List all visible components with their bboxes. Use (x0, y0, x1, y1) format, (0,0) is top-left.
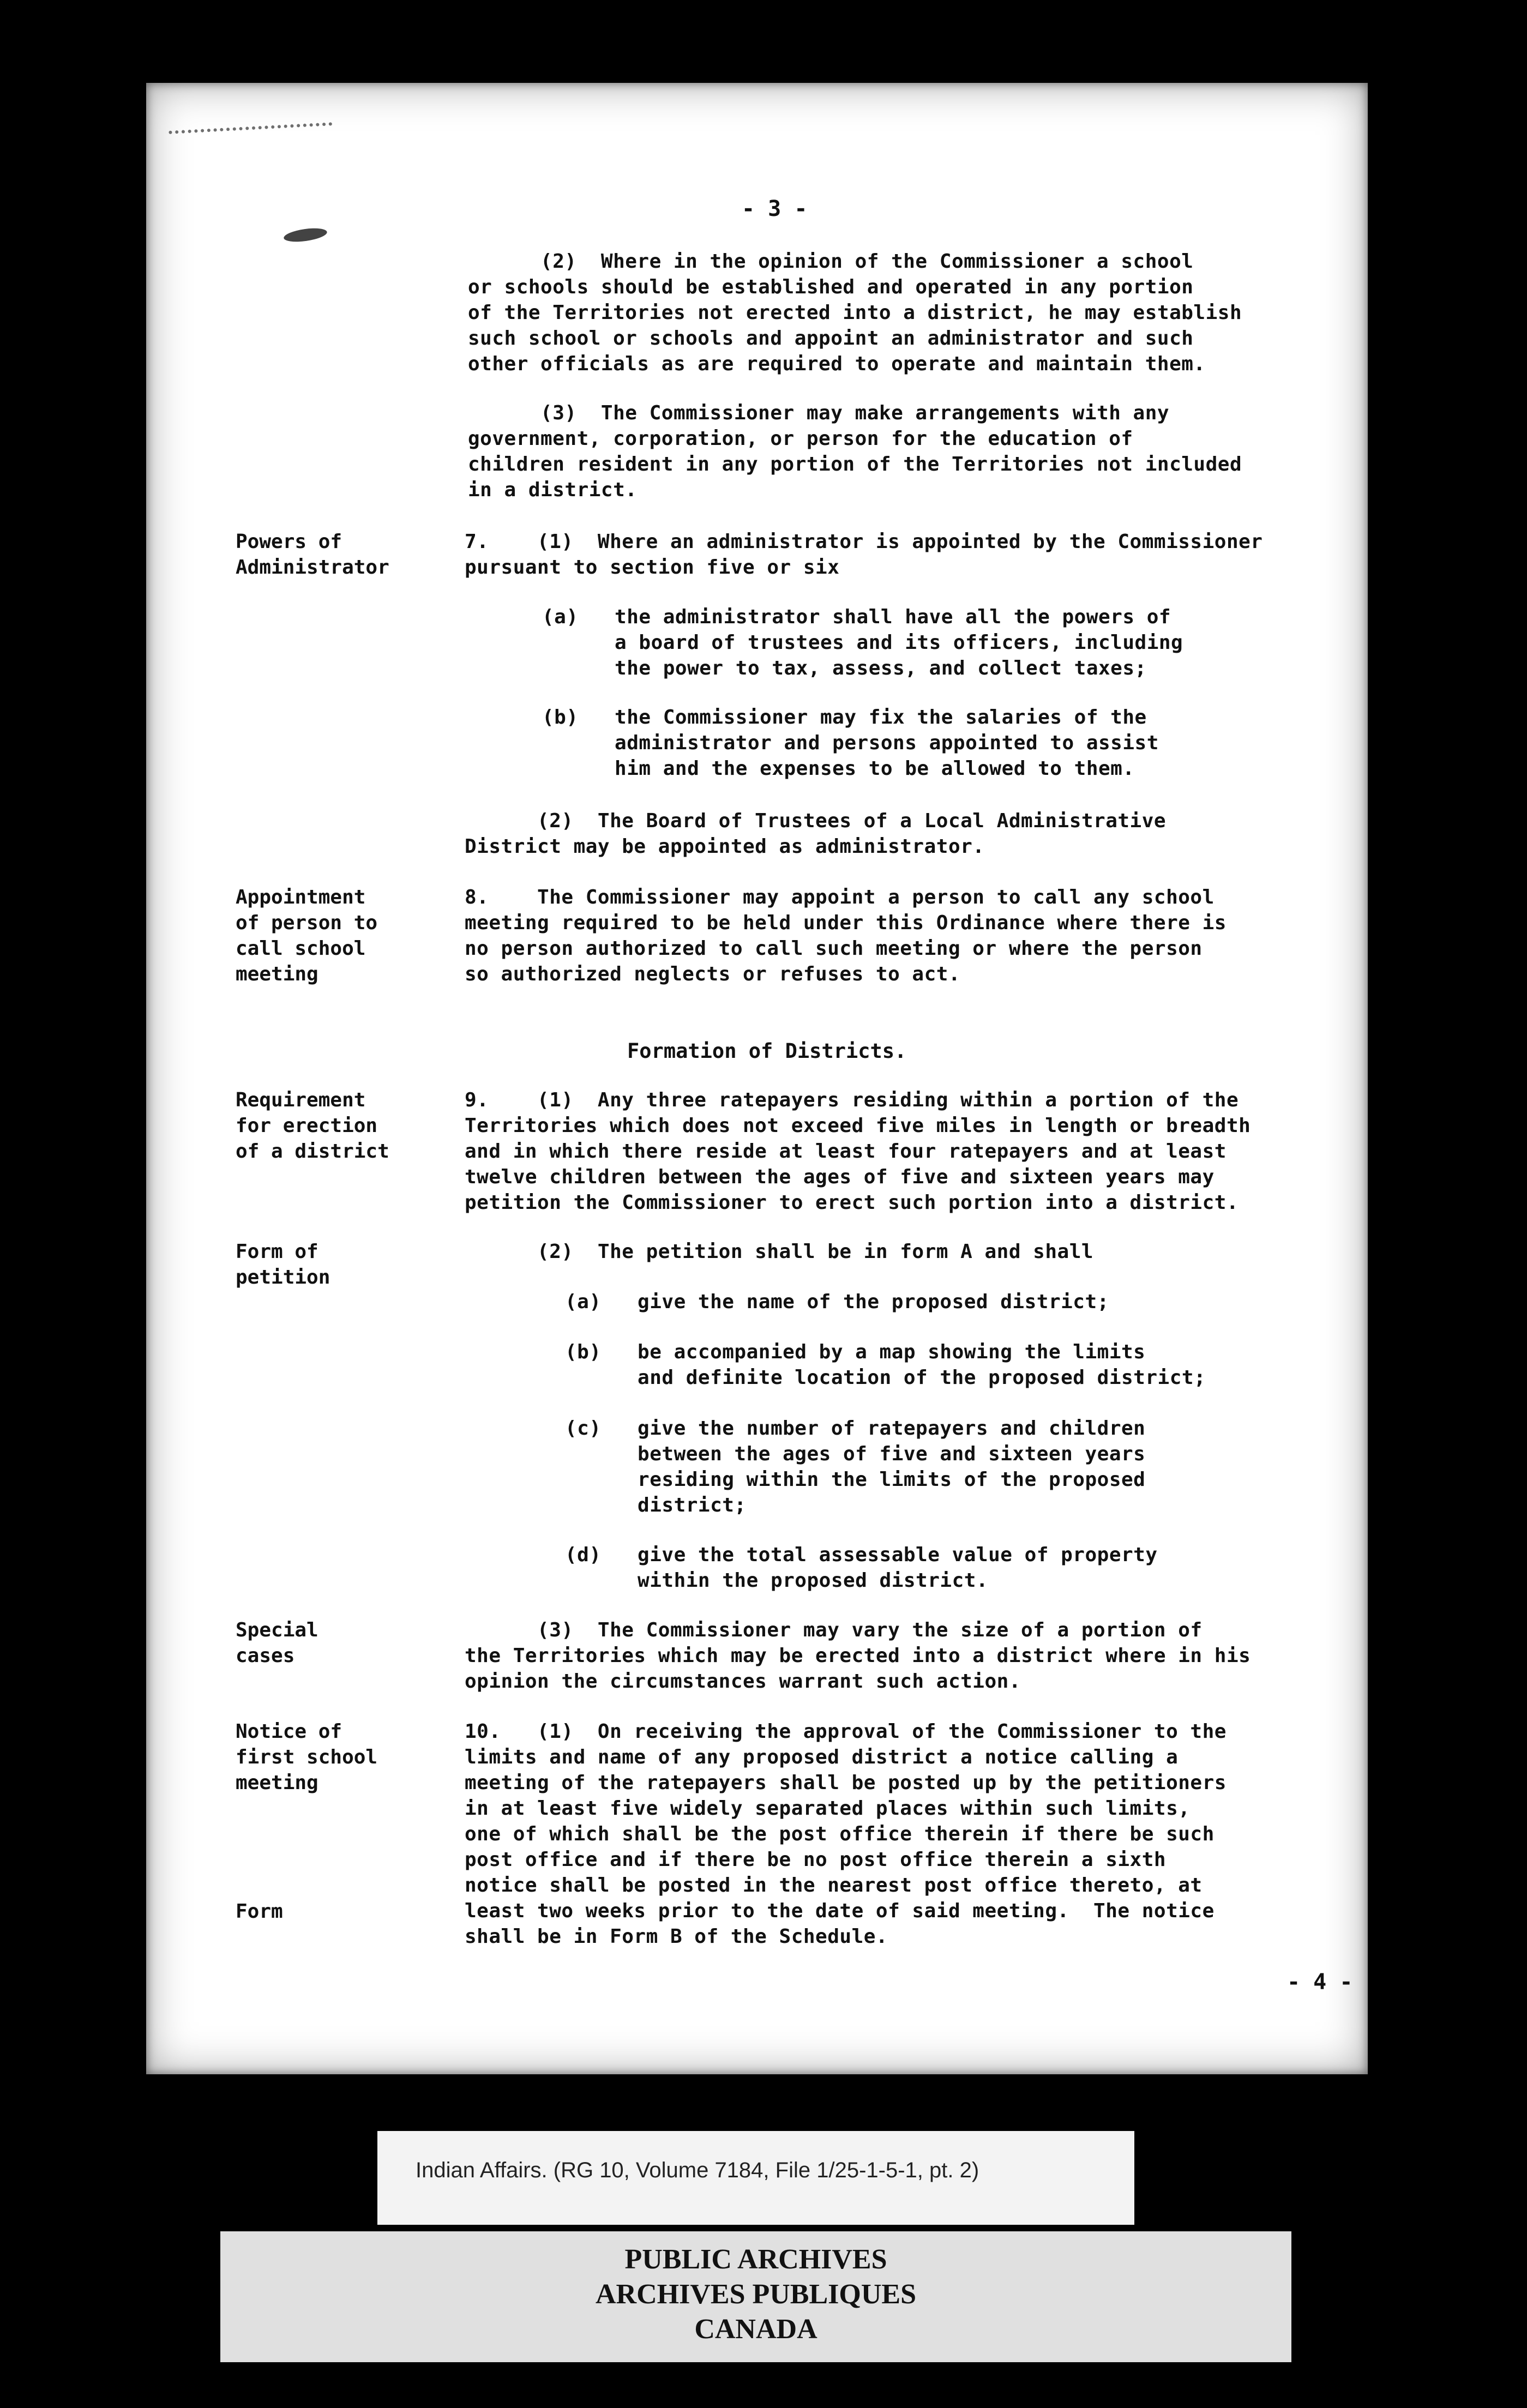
section-10-1 (465, 1719, 1227, 1949)
text-line: him and the expenses to be allowed to them. (542, 757, 1135, 780)
margin-note-special-cases (236, 1617, 318, 1669)
text-line: Form (236, 1900, 283, 1923)
margin-note-powers (236, 529, 389, 580)
text-line: Powers of (236, 531, 342, 553)
section-7-1 (465, 529, 1263, 580)
section-7-2 (465, 808, 1166, 859)
section-9-d (565, 1542, 1158, 1593)
text-line: opinion the circumstances warrant such action. (465, 1670, 1021, 1693)
text-line: call school (236, 937, 366, 960)
text-line: for erection (236, 1115, 378, 1137)
margin-note-appointment (236, 884, 377, 987)
text-line: of a district (236, 1140, 389, 1163)
text-line: the Territories which may be erected into a district where in his (465, 1645, 1251, 1667)
text-line: petition the Commissioner to erect such portion into a district. (465, 1191, 1239, 1214)
text-line: of the Territories not erected into a district, he may establish (468, 302, 1242, 324)
section-6-3 (468, 400, 1242, 503)
margin-note-requirement (236, 1087, 389, 1164)
text-line: least two weeks prior to the date of said meeting. The notice (465, 1900, 1215, 1922)
text-line: residing within the limits of the proposed (565, 1468, 1146, 1491)
text-line: (2) Where in the opinion of the Commissioner a school (468, 250, 1194, 273)
text-line: no person authorized to call such meeting or where the person (465, 937, 1203, 960)
text-line: one of which shall be the post office therein if there be such (465, 1823, 1215, 1845)
text-line: (b) the Commissioner may fix the salaries of the (542, 706, 1147, 729)
text-line: (c) give the number of ratepayers and children (565, 1417, 1146, 1440)
margin-note-notice (236, 1719, 377, 1796)
text-line: first school (236, 1746, 378, 1768)
text-line: and in which there reside at least four ratepayers and at least (465, 1140, 1227, 1163)
text-line: government, corporation, or person for the education of (468, 428, 1133, 450)
section-8 (465, 884, 1227, 987)
section-9-1 (465, 1087, 1251, 1215)
text-line: (2) The petition shall be in form A and shall (465, 1241, 1094, 1263)
text-line: District may be appointed as administrator. (465, 835, 985, 858)
text-line: other officials as are required to operate and maintain them. (468, 353, 1206, 375)
text-line: or schools should be established and operated in any portion (468, 276, 1194, 298)
text-line: 7. (1) Where an administrator is appointed by the Commissioner (465, 531, 1263, 553)
text-line: of person to (236, 912, 378, 934)
text-line: Territories which does not exceed five miles in length or breadth (465, 1115, 1251, 1137)
stamp-line: PUBLIC ARCHIVES (624, 2244, 887, 2275)
archive-stamp (220, 2231, 1291, 2362)
text-line: in at least five widely separated places within such limits, (465, 1797, 1191, 1820)
text-line: (3) The Commissioner may make arrangements with any (468, 402, 1170, 424)
text-line: meeting (236, 1772, 318, 1794)
text-line: between the ages of five and sixteen years (565, 1443, 1146, 1465)
text-line: (2) The Board of Trustees of a Local Administrative (465, 810, 1167, 832)
section-9-2 (465, 1239, 1093, 1265)
text-line: (a) the administrator shall have all the powers of (542, 606, 1171, 628)
section-9-a (565, 1289, 1109, 1315)
margin-note-form (236, 1899, 283, 1924)
text-line: (a) give the name of the proposed district; (565, 1291, 1109, 1313)
text-line: (b) be accompanied by a map showing the limits (565, 1341, 1146, 1363)
text-line: twelve children between the ages of five and sixteen years may (465, 1166, 1215, 1188)
text-line: 9. (1) Any three ratepayers residing within a portion of the (465, 1089, 1239, 1111)
text-line: petition (236, 1266, 330, 1289)
text-line: (d) give the total assessable value of property (565, 1544, 1158, 1566)
text-line: Notice of (236, 1720, 342, 1743)
section-9-b (565, 1339, 1206, 1390)
text-line: Administrator (236, 556, 389, 579)
text-line: Form of (236, 1241, 318, 1263)
text-line: post office and if there be no post office therein a sixth (465, 1849, 1167, 1871)
section-heading: Formation of Districts. (627, 1039, 907, 1063)
text-line: shall be in Form B of the Schedule. (465, 1925, 888, 1948)
stamp-line: CANADA (694, 2314, 817, 2345)
section-9-3 (465, 1617, 1251, 1694)
next-page-marker: - 4 - (1287, 1970, 1353, 1995)
section-7-a (542, 604, 1183, 681)
text-line: children resident in any portion of the Territories not included (468, 453, 1242, 475)
text-line: 10. (1) On receiving the approval of the Commissioner to the (465, 1720, 1227, 1743)
text-line: cases (236, 1645, 295, 1667)
text-line: meeting of the ratepayers shall be posted up by the petitioners (465, 1772, 1227, 1794)
text-line: Appointment (236, 886, 366, 908)
section-9-c (565, 1416, 1145, 1518)
margin-note-form-of-petition (236, 1239, 330, 1290)
archive-reference-label (377, 2131, 1134, 2225)
text-line: limits and name of any proposed district a notice calling a (465, 1746, 1179, 1768)
text-line: in a district. (468, 479, 638, 501)
section-6-2 (468, 249, 1242, 377)
text-line: so authorized neglects or refuses to act. (465, 963, 961, 985)
text-line: a board of trustees and its officers, including (542, 631, 1183, 654)
text-line: administrator and persons appointed to assist (542, 732, 1159, 754)
text-line: district; (565, 1494, 747, 1516)
text-line: such school or schools and appoint an administrator and such (468, 327, 1194, 350)
text-line: pursuant to section five or six (465, 556, 840, 579)
page-number: - 3 - (742, 196, 808, 221)
archive-reference: Indian Affairs. (RG 10, Volume 7184, File 1/25-1-5-1, pt. 2) (416, 2158, 979, 2182)
text-line: within the proposed district. (565, 1569, 989, 1592)
section-7-b (542, 705, 1159, 781)
text-line: (3) The Commissioner may vary the size of a portion of (465, 1619, 1203, 1641)
text-line: the power to tax, assess, and collect taxes; (542, 657, 1147, 679)
text-line: Special (236, 1619, 318, 1641)
text-line: and definite location of the proposed district; (565, 1366, 1206, 1389)
text-line: meeting required to be held under this Ordinance where there is (465, 912, 1227, 934)
text-line: notice shall be posted in the nearest post office thereto, at (465, 1874, 1203, 1897)
stamp-line: ARCHIVES PUBLIQUES (595, 2279, 917, 2310)
text-line: 8. The Commissioner may appoint a person to call any school (465, 886, 1215, 908)
text-line: meeting (236, 963, 318, 985)
text-line: Requirement (236, 1089, 366, 1111)
